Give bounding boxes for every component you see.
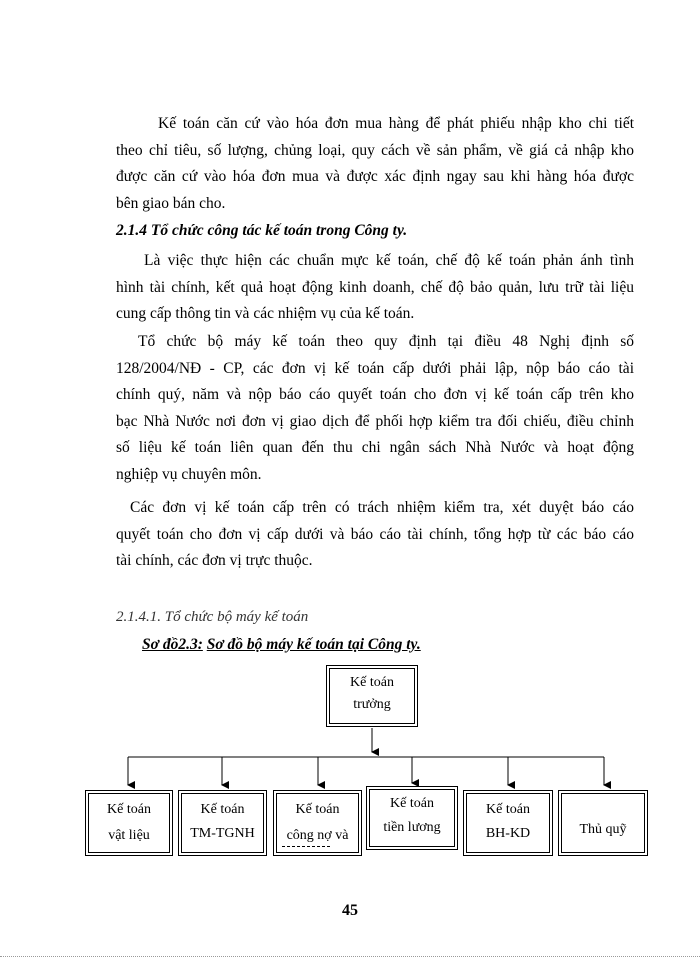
box-line: Kế toán bbox=[295, 802, 340, 817]
page-number: 45 bbox=[342, 902, 358, 919]
box-line: Kế toán bbox=[390, 796, 434, 811]
text-line: tài chính, các đơn vị trực thuộc. bbox=[116, 552, 313, 570]
text-line: Tổ chức bộ máy kế toán theo quy định tại điều 48 Nghị định số bbox=[138, 333, 634, 350]
text-line: Là việc thực hiện các chuẩn mực kế toán, chế độ kế toán phản ánh tình bbox=[144, 252, 634, 269]
box-line: Thủ quỹ bbox=[579, 822, 627, 837]
diagram-title-text: Sơ đồ bộ máy kế toán tại Công ty. bbox=[206, 636, 421, 653]
box-line: trưởng bbox=[353, 697, 391, 712]
truncated-text-mark bbox=[282, 846, 330, 847]
box-line: Kế toán bbox=[200, 802, 245, 817]
section-heading: 2.1.4 Tổ chức công tác kế toán trong Công ty. bbox=[116, 222, 408, 239]
box-line: TM-TGNH bbox=[190, 826, 255, 841]
org-box-cash-bank-accountant bbox=[178, 790, 267, 856]
text-line: cung cấp thông tin và các nhiệm vụ của kế toán. bbox=[116, 305, 415, 323]
org-box-materials-accountant bbox=[85, 790, 173, 856]
box-line: Kế toán bbox=[350, 675, 394, 690]
box-line: Kế toán bbox=[107, 802, 151, 817]
text-line: quyết toán cho đơn vị cấp dưới và báo cáo tài chính, tổng hợp từ các báo cáo bbox=[116, 525, 634, 543]
box-line: công nợ và bbox=[286, 828, 349, 843]
text-line: Kế toán căn cứ vào hóa đơn mua hàng để phát phiếu nhập kho chi tiết bbox=[158, 115, 634, 132]
box-line: tiền lương bbox=[383, 820, 441, 835]
text-line: theo chỉ tiêu, số lượng, chủng loại, quy cách về sản phẩm, về giá cả nhập kho bbox=[116, 141, 634, 159]
text-line: hình tài chính, kết quả hoạt động kinh doanh, chế độ bảo quản, lưu trữ tài liệu bbox=[116, 278, 634, 296]
text-line: 128/2004/NĐ - CP, các đơn vị kế toán cấp dưới phải lập, nộp báo cáo tài bbox=[116, 359, 634, 377]
org-box-treasurer bbox=[558, 790, 648, 856]
org-box-chief-accountant bbox=[326, 665, 418, 727]
diagram-label: Sơ đồ2.3: bbox=[142, 636, 203, 653]
text-line: bạc Nhà Nước nơi đơn vị giao dịch để phối hợp kiểm tra đối chiếu, điều chỉnh bbox=[116, 412, 634, 430]
subsection-heading: 2.1.4.1. Tổ chức bộ máy kế toán bbox=[116, 609, 309, 625]
box-line: vật liệu bbox=[108, 828, 150, 843]
text-line: nghiệp vụ chuyên môn. bbox=[116, 465, 262, 483]
text-line: chính quý, năm và nộp báo cáo quyết toán cho đơn vị kế toán cấp trên kho bbox=[116, 386, 634, 404]
org-box-sales-accountant bbox=[463, 790, 553, 856]
text-line: số liệu kế toán liên quan đến thu chi ngân sách Nhà Nước và hoạt động bbox=[116, 439, 634, 457]
org-box-payroll-accountant bbox=[366, 786, 458, 850]
page-edge bbox=[0, 956, 700, 957]
box-line bbox=[562, 811, 644, 819]
box-line: Kế toán bbox=[486, 802, 530, 817]
text-line: được căn cứ vào hóa đơn mua và được xác định ngay sau khi hàng hóa được bbox=[116, 168, 634, 186]
text-line: bên giao bán cho. bbox=[116, 194, 226, 212]
box-line: BH-KD bbox=[485, 826, 531, 841]
text-line: Các đơn vị kế toán cấp trên có trách nhiệm kiểm tra, xét duyệt báo cáo bbox=[130, 499, 634, 516]
